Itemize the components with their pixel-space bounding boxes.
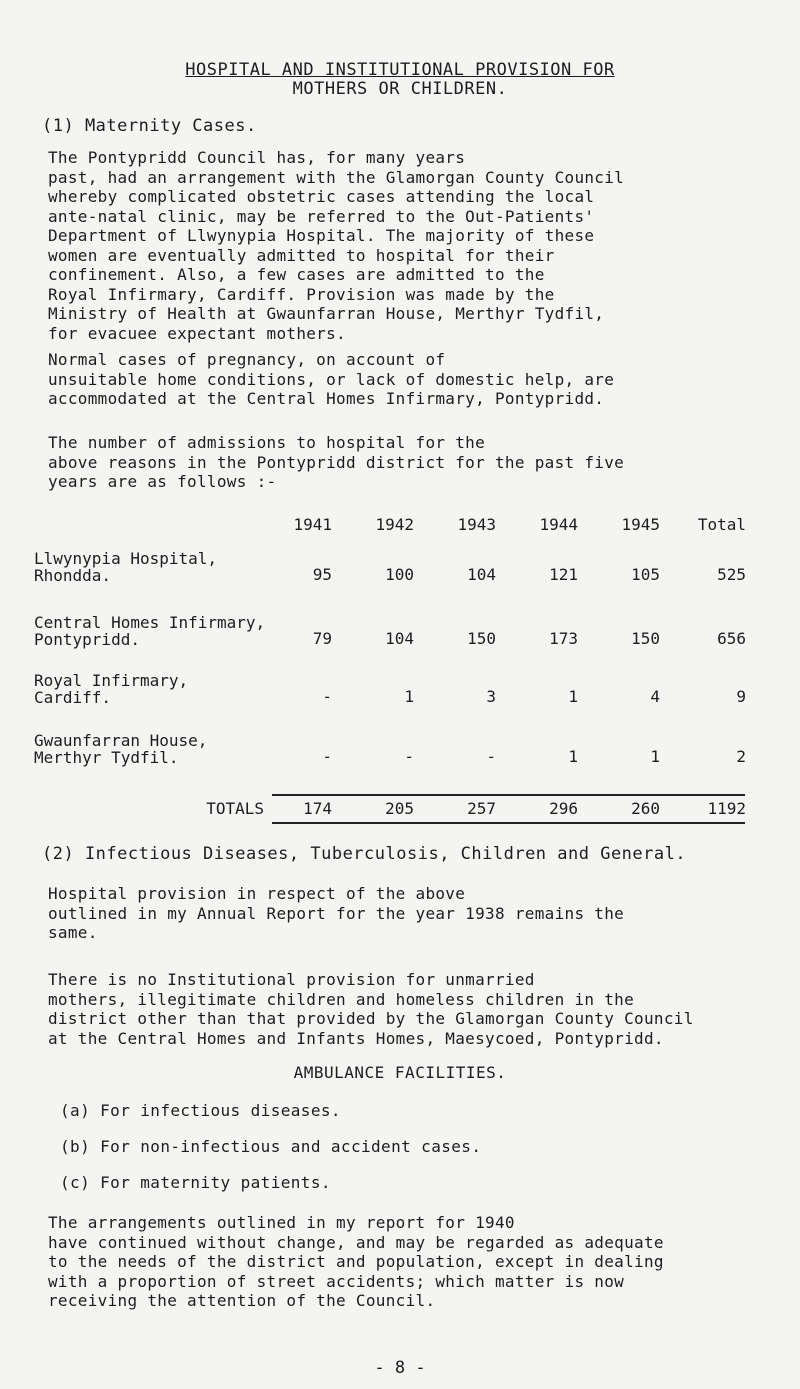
totals-bottom-rule — [272, 822, 745, 824]
totals-top-rule — [272, 794, 745, 796]
cell-value: 104 — [467, 565, 496, 584]
infectious-paragraph-1: Hospital provision in respect of the above outlined in my Annual Report for the year 1938 remains the same. — [48, 884, 625, 942]
cell-value: 100 — [385, 565, 414, 584]
cell-value: - — [322, 687, 332, 706]
page-title-line2: MOTHERS OR CHILDREN. — [292, 79, 508, 99]
table-row — [34, 648, 746, 706]
row-label: Gwaunfarran House, Merthyr Tydfil. — [34, 731, 208, 767]
page-title-line1: HOSPITAL AND INSTITUTIONAL PROVISION FOR — [185, 60, 615, 80]
totals-label: TOTALS — [206, 799, 264, 818]
ambulance-item: (b) For non-infectious and accident cases. — [60, 1137, 482, 1156]
ambulance-item: (a) For infectious diseases. — [60, 1101, 341, 1120]
total-value: 260 — [631, 799, 660, 818]
cell-value: 1 — [568, 747, 578, 766]
column-header: 1945 — [621, 515, 660, 534]
table-row — [34, 706, 746, 766]
maternity-paragraph-2: Normal cases of pregnancy, on account of unsuitable home conditions, or lack of domestic help, are accommodated at the Central Homes Infirmary, Pontypridd. — [48, 350, 615, 408]
section-maternity-heading: (1) Maternity Cases. — [42, 116, 257, 136]
cell-total: 2 — [736, 747, 746, 766]
cell-value: 1 — [568, 687, 578, 706]
cell-value: - — [322, 747, 332, 766]
table-row — [34, 534, 746, 584]
admissions-table — [34, 510, 746, 818]
table-row — [34, 584, 746, 648]
total-value: 257 — [467, 799, 496, 818]
cell-total: 525 — [717, 565, 746, 584]
ambulance-item: (c) For maternity patients. — [60, 1173, 331, 1192]
cell-value: 1 — [650, 747, 660, 766]
maternity-paragraph-3: The number of admissions to hospital for the above reasons in the Pontypridd district for the past five years are as follows :- — [48, 433, 625, 491]
cell-value: 3 — [486, 687, 496, 706]
total-value: 174 — [303, 799, 332, 818]
column-header: 1943 — [457, 515, 496, 534]
cell-value: 150 — [467, 629, 496, 648]
column-header: 1944 — [539, 515, 578, 534]
column-header: Total — [697, 515, 746, 534]
header-blank — [34, 510, 274, 534]
cell-value: 121 — [549, 565, 578, 584]
ambulance-paragraph: The arrangements outlined in my report for 1940 have continued without change, and may be regarded as adequate to the needs of the district and population, except in dealing with a proportion of street accidents; which matter is now receiving the attention of the Council. — [48, 1213, 664, 1310]
column-header: 1942 — [375, 515, 414, 534]
cell-value: 95 — [312, 565, 332, 584]
table-header-row — [34, 510, 746, 534]
infectious-paragraph-2: There is no Institutional provision for unmarried mothers, illegitimate children and homeless children in the district other than that provided by the Glamorgan County Council at the Central Homes and Infants Homes, Maesycoed, Pontypridd. — [48, 970, 694, 1048]
column-header: 1941 — [293, 515, 332, 534]
cell-total: 9 — [736, 687, 746, 706]
page-number: - 8 - — [374, 1358, 426, 1378]
row-label: Llwynypia Hospital, Rhondda. — [34, 549, 218, 585]
cell-value: - — [404, 747, 414, 766]
cell-value: 79 — [312, 629, 332, 648]
total-value: 205 — [385, 799, 414, 818]
row-label: Royal Infirmary, Cardiff. — [34, 671, 189, 707]
cell-total: 656 — [717, 629, 746, 648]
totals-row — [34, 766, 746, 818]
total-value: 296 — [549, 799, 578, 818]
cell-value: 4 — [650, 687, 660, 706]
total-grand: 1192 — [707, 799, 746, 818]
ambulance-heading: AMBULANCE FACILITIES. — [293, 1063, 507, 1082]
cell-value: 104 — [385, 629, 414, 648]
maternity-paragraph-1: The Pontypridd Council has, for many years past, had an arrangement with the Glamorgan County Council whereby complicated obstetric cases attending the local ante-natal clinic, may be referred to the Out-Patients' Department of Llwynypia Hospital. The majority of these women are eventually admitted to hospital for their confinement. Also, a few cases are admitted to the Royal Infirmary, Cardiff. Provision was made by the Ministry of Health at Gwaunfarran House, Merthyr Tydfil, for evacuee expectant mothers. — [48, 148, 625, 343]
cell-value: 150 — [631, 629, 660, 648]
cell-value: 173 — [549, 629, 578, 648]
cell-value: - — [486, 747, 496, 766]
row-label: Central Homes Infirmary, Pontypridd. — [34, 613, 266, 649]
cell-value: 1 — [404, 687, 414, 706]
section-infectious-heading: (2) Infectious Diseases, Tuberculosis, Children and General. — [42, 844, 687, 864]
cell-value: 105 — [631, 565, 660, 584]
